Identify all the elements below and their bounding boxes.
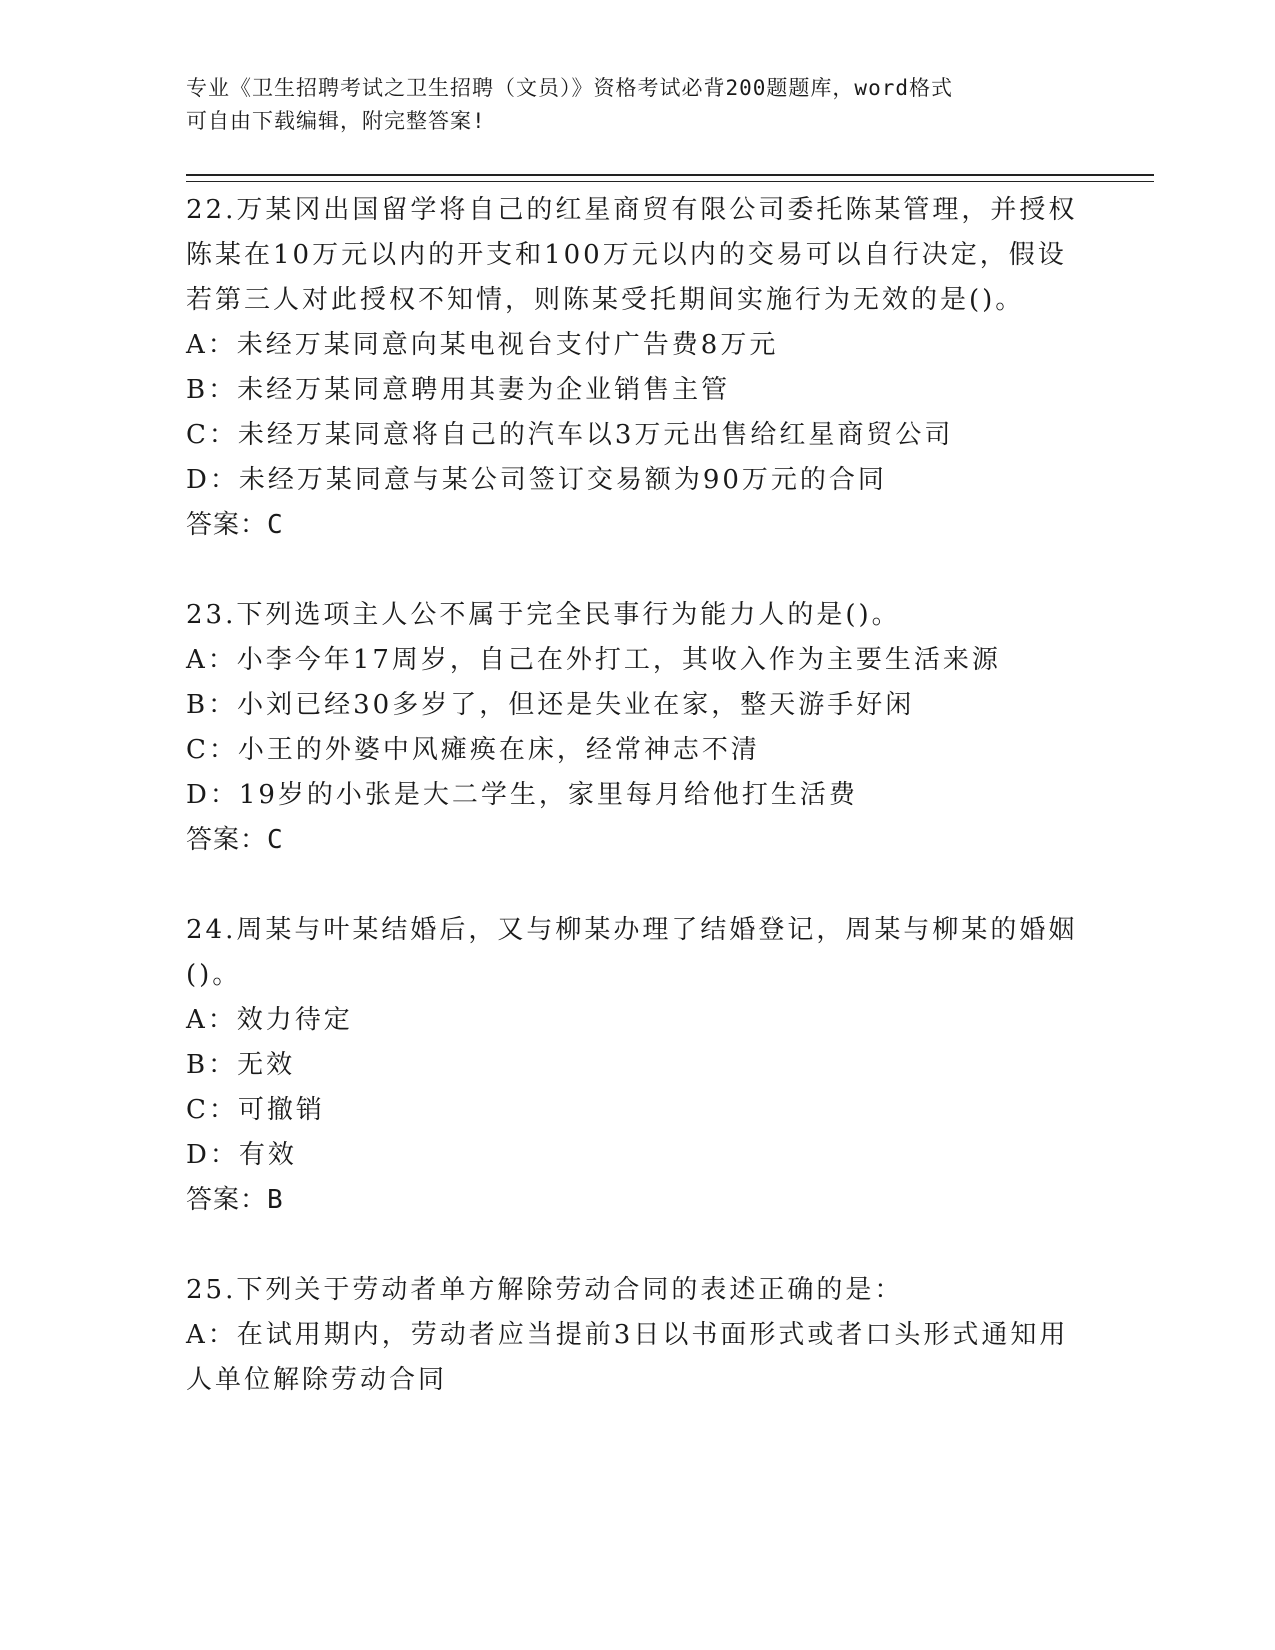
option-a: A：小李今年17周岁，自己在外打工，其收入作为主要生活来源 (186, 645, 1001, 675)
question-text: 22.万某冈出国留学将自己的红星商贸有限公司委托陈某管理，并授权陈某在10万元以内的开支和100万元以内的交易可以自行决定，假设若第三人对此授权不知情，则陈某受托期间实施行为无效的是()。 (186, 195, 1078, 315)
question-spacer (186, 548, 1086, 593)
question-23 (186, 593, 1086, 863)
option-d: D：未经万某同意与某公司签订交易额为90万元的合同 (186, 465, 887, 495)
question-text: 23.下列选项主人公不属于完全民事行为能力人的是()。 (186, 600, 901, 630)
option-c: C：小王的外婆中风瘫痪在床，经常神志不清 (186, 735, 760, 765)
document-header (186, 72, 1066, 138)
option-a: A：未经万某同意向某电视台支付广告费8万元 (186, 330, 779, 360)
option-b: B：未经万某同意聘用其妻为企业销售主管 (186, 375, 731, 405)
header-divider-thick (186, 174, 1154, 176)
question-24 (186, 908, 1086, 1223)
option-a: A：在试用期内，劳动者应当提前3日以书面形式或者口头形式通知用人单位解除劳动合同 (186, 1320, 1069, 1395)
option-a: A：效力待定 (186, 1005, 353, 1035)
answer: 答案：C (186, 510, 284, 540)
question-list (186, 188, 1086, 1403)
option-c: C：可撤销 (186, 1095, 325, 1125)
question-spacer (186, 863, 1086, 908)
answer: 答案：B (186, 1185, 284, 1215)
question-25 (186, 1268, 1086, 1403)
answer: 答案：C (186, 825, 284, 855)
question-spacer (186, 1223, 1086, 1268)
option-c: C：未经万某同意将自己的汽车以3万元出售给红星商贸公司 (186, 420, 954, 450)
header-line-2: 可自由下载编辑，附完整答案! (186, 109, 486, 133)
option-b: B：小刘已经30多岁了，但还是失业在家，整天游手好闲 (186, 690, 915, 720)
header-line-1: 专业《卫生招聘考试之卫生招聘（文员）》资格考试必背200题题库，word格式 (186, 76, 953, 100)
question-text: 24.周某与叶某结婚后，又与柳某办理了结婚登记，周某与柳某的婚姻()。 (186, 915, 1078, 990)
question-text: 25.下列关于劳动者单方解除劳动合同的表述正确的是： (186, 1275, 904, 1305)
option-b: B：无效 (186, 1050, 296, 1080)
header-divider-thin (186, 181, 1154, 182)
option-d: D：19岁的小张是大二学生，家里每月给他打生活费 (186, 780, 858, 810)
question-22 (186, 188, 1086, 548)
option-d: D：有效 (186, 1140, 297, 1170)
